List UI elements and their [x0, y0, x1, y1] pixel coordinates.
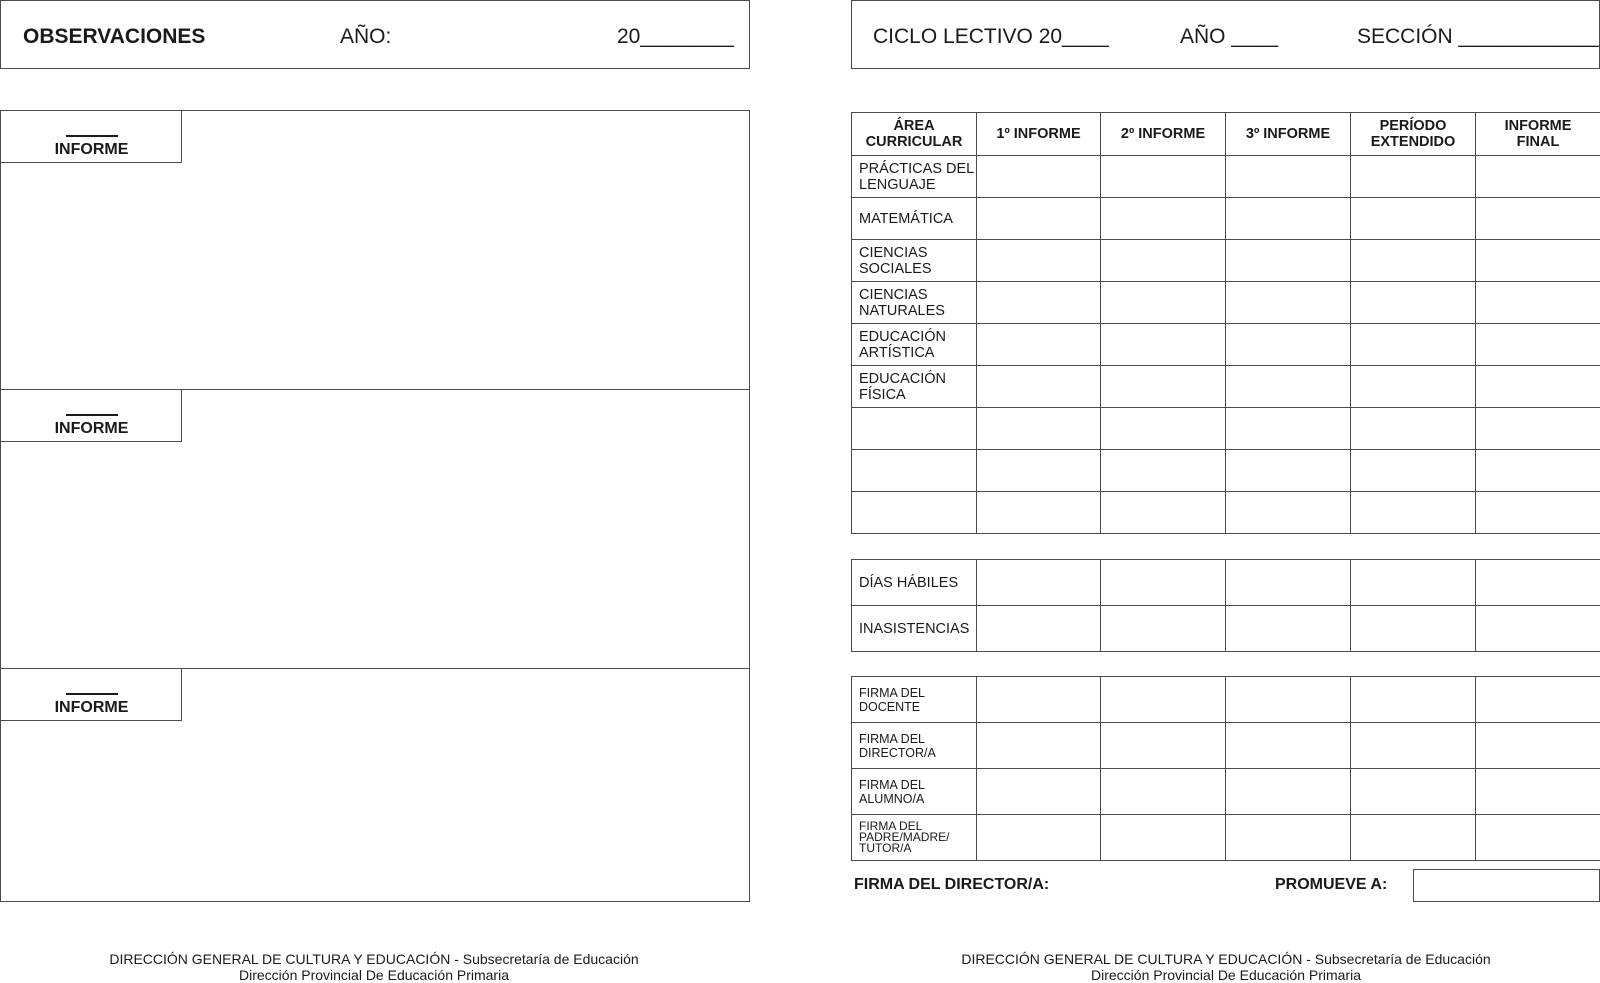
- grade-cell-1[interactable]: [977, 408, 1101, 450]
- signature-row: [852, 769, 1600, 815]
- grade-cell-4[interactable]: [1351, 450, 1476, 492]
- signature-label: [852, 769, 977, 815]
- grade-cell-5[interactable]: [1476, 408, 1600, 450]
- grade-cell-1[interactable]: [977, 324, 1101, 366]
- attendance-cell-5[interactable]: [1476, 606, 1600, 652]
- year-field[interactable]: 20________: [617, 25, 734, 49]
- attendance-cell-3[interactable]: [1226, 560, 1351, 606]
- grades-row: [852, 324, 1600, 366]
- attendance-label: DÍAS HÁBILES: [852, 560, 977, 606]
- area-label: [852, 240, 977, 282]
- area-label-line1: CIENCIAS: [859, 245, 976, 261]
- informe-label-2: INFORME: [1, 420, 182, 438]
- signatures-table: [851, 676, 1600, 861]
- informe-label-box-3: [1, 669, 182, 721]
- grade-cell-2[interactable]: [1101, 198, 1226, 240]
- grade-cell-3[interactable]: [1226, 408, 1351, 450]
- grade-cell-2[interactable]: [1101, 324, 1226, 366]
- signature-cell-2[interactable]: [1101, 815, 1226, 861]
- header-area-curricular: [852, 113, 977, 156]
- informe-label-1: INFORME: [1, 141, 182, 159]
- grade-cell-1[interactable]: [977, 366, 1101, 408]
- grade-cell-2[interactable]: [1101, 450, 1226, 492]
- informe-label-3: INFORME: [1, 699, 182, 717]
- grade-cell-5[interactable]: [1476, 156, 1600, 198]
- header-1-informe: 1º INFORME: [977, 113, 1101, 156]
- informe-section-1[interactable]: [1, 111, 749, 390]
- signature-cell-5[interactable]: [1476, 723, 1600, 769]
- signature-label-line1: FIRMA DEL: [859, 821, 976, 832]
- area-label-line2: FÍSICA: [859, 387, 976, 403]
- promueve-field[interactable]: [1413, 869, 1600, 902]
- grades-row: [852, 492, 1600, 534]
- signature-cell-2[interactable]: [1101, 769, 1226, 815]
- header-informe-final: [1476, 113, 1600, 156]
- grade-cell-4[interactable]: [1351, 198, 1476, 240]
- signature-cell-5[interactable]: [1476, 815, 1600, 861]
- signature-cell-1[interactable]: [977, 769, 1101, 815]
- header-3-informe: 3º INFORME: [1226, 113, 1351, 156]
- header-2-informe: 2º INFORME: [1101, 113, 1226, 156]
- grade-cell-5[interactable]: [1476, 450, 1600, 492]
- grade-cell-2[interactable]: [1101, 240, 1226, 282]
- ciclo-lectivo-field[interactable]: CICLO LECTIVO 20____: [873, 25, 1109, 49]
- grade-cell-4[interactable]: [1351, 408, 1476, 450]
- area-label: [852, 450, 977, 492]
- informe-section-2[interactable]: [1, 390, 749, 669]
- anio-field[interactable]: AÑO ____: [1180, 25, 1278, 49]
- right-footer-line2: Dirección Provincial De Educación Primaria: [906, 967, 1546, 983]
- grade-cell-1[interactable]: [977, 282, 1101, 324]
- grade-cell-4[interactable]: [1351, 324, 1476, 366]
- area-label: [852, 366, 977, 408]
- grade-cell-3[interactable]: [1226, 492, 1351, 534]
- left-footer: [54, 951, 694, 983]
- area-label: [852, 156, 977, 198]
- attendance-cell-2[interactable]: [1101, 560, 1226, 606]
- area-label-line2: ARTÍSTICA: [859, 345, 976, 361]
- area-label: [852, 324, 977, 366]
- grade-cell-2[interactable]: [1101, 492, 1226, 534]
- attendance-label: INASISTENCIAS: [852, 606, 977, 652]
- grades-row: [852, 156, 1600, 198]
- header-periodo-extendido: [1351, 113, 1476, 156]
- attendance-table: [851, 559, 1600, 652]
- signature-label-line2: DOCENTE: [859, 700, 976, 714]
- signature-label-line1: FIRMA DEL: [859, 732, 976, 746]
- signature-row: [852, 677, 1600, 723]
- signature-cell-3[interactable]: [1226, 815, 1351, 861]
- grade-cell-5[interactable]: [1476, 324, 1600, 366]
- attendance-cell-1[interactable]: [977, 606, 1101, 652]
- grades-row: [852, 450, 1600, 492]
- grade-cell-2[interactable]: [1101, 156, 1226, 198]
- signature-row: [852, 815, 1600, 861]
- grade-cell-5[interactable]: [1476, 366, 1600, 408]
- informe-section-3[interactable]: [1, 669, 749, 901]
- signature-label-line2: ALUMNO/A: [859, 792, 976, 806]
- informes-container: [0, 110, 750, 902]
- informe-label-box-2: [1, 390, 182, 442]
- grade-cell-1[interactable]: [977, 492, 1101, 534]
- grade-cell-4[interactable]: [1351, 282, 1476, 324]
- grade-cell-5[interactable]: [1476, 240, 1600, 282]
- area-label: [852, 198, 977, 240]
- attendance-cell-4[interactable]: [1351, 606, 1476, 652]
- header-final-line2: FINAL: [1476, 134, 1600, 150]
- attendance-cell-5[interactable]: [1476, 560, 1600, 606]
- grade-cell-4[interactable]: [1351, 156, 1476, 198]
- informe-number-line-1[interactable]: [66, 135, 118, 137]
- header-periodo-line2: EXTENDIDO: [1351, 134, 1475, 150]
- grades-row: [852, 366, 1600, 408]
- area-label-line1: MATEMÁTICA: [859, 211, 976, 227]
- area-label: [852, 408, 977, 450]
- signature-cell-1[interactable]: [977, 723, 1101, 769]
- signature-cell-2[interactable]: [1101, 723, 1226, 769]
- signature-cell-1[interactable]: [977, 815, 1101, 861]
- grade-cell-2[interactable]: [1101, 282, 1226, 324]
- signature-label-line1: FIRMA DEL: [859, 686, 976, 700]
- grade-cell-5[interactable]: [1476, 198, 1600, 240]
- header-area-line1: ÁREA: [852, 118, 976, 134]
- grade-cell-3[interactable]: [1226, 366, 1351, 408]
- grade-cell-4[interactable]: [1351, 492, 1476, 534]
- attendance-cell-3[interactable]: [1226, 606, 1351, 652]
- signature-cell-5[interactable]: [1476, 677, 1600, 723]
- header-area-line2: CURRICULAR: [852, 134, 976, 150]
- signature-cell-4[interactable]: [1351, 677, 1476, 723]
- signature-cell-3[interactable]: [1226, 723, 1351, 769]
- grades-header-row: [852, 113, 1600, 156]
- area-label-line1: EDUCACIÓN: [859, 329, 976, 345]
- signature-cell-4[interactable]: [1351, 723, 1476, 769]
- signature-cell-2[interactable]: [1101, 677, 1226, 723]
- signature-cell-4[interactable]: [1351, 815, 1476, 861]
- area-label-line1: CIENCIAS: [859, 287, 976, 303]
- signature-row: [852, 723, 1600, 769]
- left-footer-line2: Dirección Provincial De Educación Primaria: [54, 967, 694, 983]
- grade-cell-4[interactable]: [1351, 366, 1476, 408]
- grade-cell-2[interactable]: [1101, 366, 1226, 408]
- attendance-cell-2[interactable]: [1101, 606, 1226, 652]
- attendance-cell-1[interactable]: [977, 560, 1101, 606]
- grade-cell-5[interactable]: [1476, 492, 1600, 534]
- signature-label-line2: DIRECTOR/A: [859, 746, 976, 760]
- informe-number-line-2[interactable]: [66, 414, 118, 416]
- grade-cell-2[interactable]: [1101, 408, 1226, 450]
- area-label: [852, 282, 977, 324]
- grade-cell-3[interactable]: [1226, 282, 1351, 324]
- area-label-line2: NATURALES: [859, 303, 976, 319]
- area-label: [852, 492, 977, 534]
- signature-label: [852, 677, 977, 723]
- attendance-cell-4[interactable]: [1351, 560, 1476, 606]
- grade-cell-1[interactable]: [977, 198, 1101, 240]
- grade-cell-4[interactable]: [1351, 240, 1476, 282]
- grade-cell-1[interactable]: [977, 240, 1101, 282]
- signature-label-line2: PADRE/MADRE/: [859, 832, 976, 843]
- observaciones-header-box: [0, 0, 750, 69]
- signature-label: [852, 723, 977, 769]
- observaciones-title: OBSERVACIONES: [23, 25, 205, 49]
- signature-cell-5[interactable]: [1476, 769, 1600, 815]
- header-final-line1: INFORME: [1476, 118, 1600, 134]
- header-periodo-line1: PERÍODO: [1351, 118, 1475, 134]
- area-label-line2: LENGUAJE: [859, 177, 976, 193]
- area-label-line1: EDUCACIÓN: [859, 371, 976, 387]
- area-label-line2: SOCIALES: [859, 261, 976, 277]
- signature-cell-1[interactable]: [977, 677, 1101, 723]
- attendance-row: [852, 606, 1600, 652]
- seccion-field[interactable]: SECCIÓN ____________: [1357, 25, 1599, 49]
- anio-label: AÑO:: [340, 25, 391, 49]
- right-footer-line1: DIRECCIÓN GENERAL DE CULTURA Y EDUCACIÓN - Subsecretaría de Educación: [906, 951, 1546, 967]
- signature-cell-3[interactable]: [1226, 769, 1351, 815]
- grades-row: [852, 282, 1600, 324]
- firma-director-label: FIRMA DEL DIRECTOR/A:: [854, 876, 1049, 894]
- signature-label: [852, 815, 977, 861]
- signature-cell-4[interactable]: [1351, 769, 1476, 815]
- grades-row: [852, 240, 1600, 282]
- grades-row: [852, 198, 1600, 240]
- signature-label-line1: FIRMA DEL: [859, 778, 976, 792]
- signature-cell-3[interactable]: [1226, 677, 1351, 723]
- grades-table: [851, 112, 1600, 534]
- attendance-row: [852, 560, 1600, 606]
- right-footer: [906, 951, 1546, 983]
- informe-label-box-1: [1, 111, 182, 163]
- grades-row: [852, 408, 1600, 450]
- grade-cell-3[interactable]: [1226, 324, 1351, 366]
- signature-label-line3: TUTOR/A: [859, 843, 976, 854]
- left-footer-line1: DIRECCIÓN GENERAL DE CULTURA Y EDUCACIÓN - Subsecretaría de Educación: [54, 951, 694, 967]
- grade-cell-1[interactable]: [977, 156, 1101, 198]
- promueve-label: PROMUEVE A:: [1275, 876, 1387, 894]
- informe-number-line-3[interactable]: [66, 693, 118, 695]
- grade-cell-3[interactable]: [1226, 198, 1351, 240]
- grade-cell-3[interactable]: [1226, 156, 1351, 198]
- area-label-line1: PRÁCTICAS DEL: [859, 161, 976, 177]
- grade-cell-5[interactable]: [1476, 282, 1600, 324]
- ciclo-header-box: [851, 0, 1600, 69]
- grade-cell-3[interactable]: [1226, 450, 1351, 492]
- grade-cell-1[interactable]: [977, 450, 1101, 492]
- grade-cell-3[interactable]: [1226, 240, 1351, 282]
